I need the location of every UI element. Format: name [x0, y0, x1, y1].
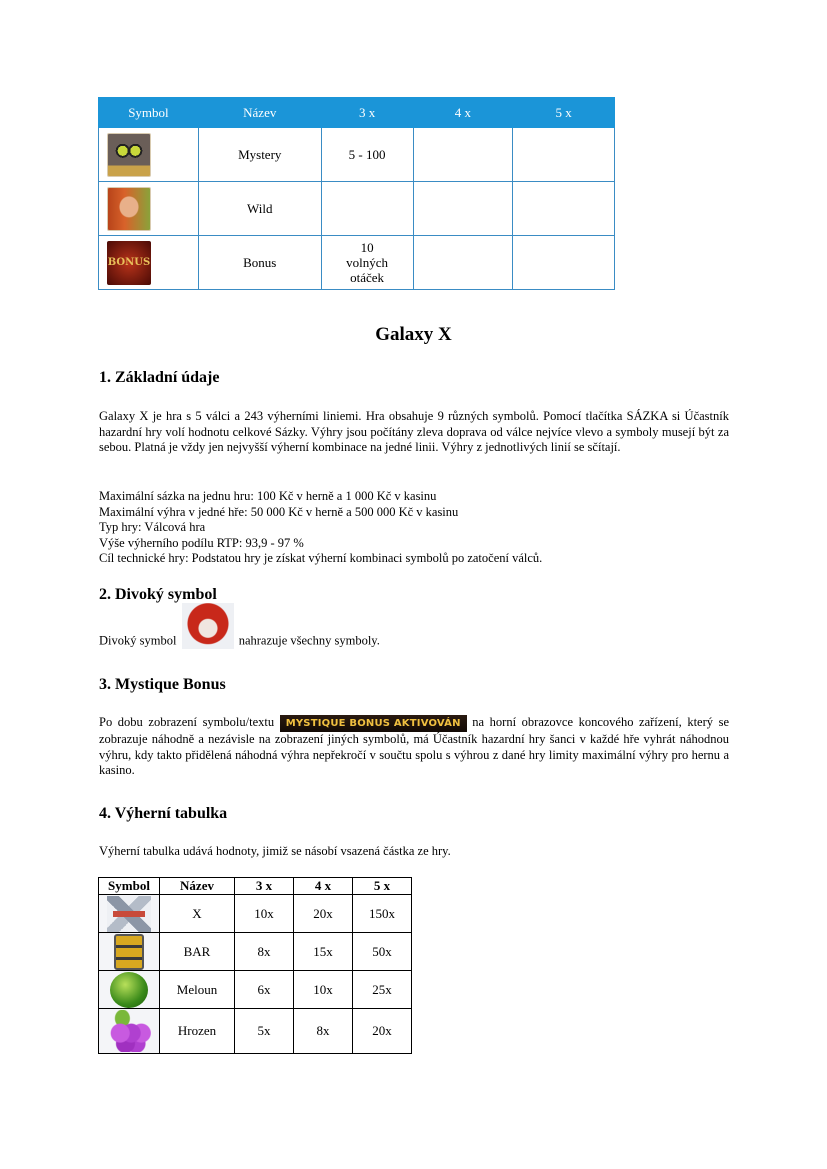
- symbol-cell: [99, 236, 199, 290]
- wild-woman-icon: [107, 187, 151, 231]
- paytable-header-row: [99, 878, 412, 895]
- wild-text-before: Divoký symbol: [99, 633, 177, 648]
- x4-cell: [413, 128, 513, 182]
- section-heading-paytable: 4. Výherní tabulka: [99, 805, 228, 822]
- x4-cell: [413, 236, 513, 290]
- section-heading-wild: 2. Divoký symbol: [99, 586, 217, 603]
- name-cell: Mystery: [198, 128, 321, 182]
- header-4x: 4 x: [294, 878, 353, 895]
- x3-cell: 10x: [235, 895, 294, 933]
- table-row: [99, 236, 615, 290]
- header-5x: 5 x: [353, 878, 412, 895]
- header-3x: 3 x: [235, 878, 294, 895]
- x3-cell: 6x: [235, 971, 294, 1009]
- x5-cell: 50x: [353, 933, 412, 971]
- fact-goal: Cíl technické hry: Podstatou hry je získat výherní kombinaci symbolů po zatočení válců.: [99, 551, 543, 566]
- mystique-paragraph: [99, 715, 729, 779]
- wild-text-after: nahrazuje všechny symboly.: [238, 633, 380, 648]
- mystique-text-before: Po dobu zobrazení symbolu/textu: [99, 715, 275, 729]
- x4-cell: 20x: [294, 895, 353, 933]
- section-heading-mystique: 3. Mystique Bonus: [99, 676, 226, 693]
- name-cell: Meloun: [160, 971, 235, 1009]
- symbol-cell: [99, 128, 199, 182]
- x3-line: volných: [346, 255, 389, 270]
- table-row: [99, 1009, 412, 1054]
- header-symbol: Symbol: [99, 878, 160, 895]
- x3-cell: 8x: [235, 933, 294, 971]
- header-5x: 5 x: [513, 98, 615, 128]
- header-name: Název: [198, 98, 321, 128]
- name-cell: X: [160, 895, 235, 933]
- x4-cell: 15x: [294, 933, 353, 971]
- bonus-icon: BONUS: [107, 241, 151, 285]
- wild-paragraph: [99, 603, 729, 649]
- table-row: [99, 895, 412, 933]
- fact-game-type: Typ hry: Válcová hra: [99, 520, 206, 535]
- fact-rtp: Výše výherního podílu RTP: 93,9 - 97 %: [99, 535, 304, 550]
- table-row: [99, 182, 615, 236]
- name-cell: Hrozen: [160, 1009, 235, 1054]
- x4-cell: 8x: [294, 1009, 353, 1054]
- x3-line: 10: [360, 240, 374, 255]
- symbol-cell: [99, 895, 160, 933]
- basic-info-paragraph: Galaxy X je hra s 5 válci a 243 výherními liniemi. Hra obsahuje 9 různých symbolů. Pomocí tlačítka SÁZKA si Účastník hazardní hry volí hodnotu celkové Sázky. Výhry jsou počítány zleva doprava od válce nejvíce vlevo a symboly musejí být za sebou. Platná je vždy jen nejvyšší výherní kombinace na jedné linii. Výhry z jednotlivých linií se sčítají.: [99, 409, 729, 455]
- x4-cell: 10x: [294, 971, 353, 1009]
- name-cell: Wild: [198, 182, 321, 236]
- x3-cell: 5x: [235, 1009, 294, 1054]
- x3-line: otáček: [350, 270, 385, 285]
- mystique-text-after: na horní obrazovce koncového zařízení, který se zobrazuje náhodně a nezávisle na zobrazení jiných symbolů, má Účastník hazardní hry šanci v každé hře vyhrát náhodnou výhru, kdy takto přidělená náhodná výhra nepřekročí v součtu spolu s výhrou z dané hry limity maximální výhry pro hernu a kasino.: [99, 715, 730, 778]
- name-cell: Bonus: [198, 236, 321, 290]
- fact-max-bet: Maximální sázka na jednu hru: 100 Kč v herně a 1 000 Kč v kasinu: [99, 489, 437, 503]
- paytable: [98, 877, 412, 1054]
- x3-cell: [321, 236, 413, 290]
- header-4x: 4 x: [413, 98, 513, 128]
- x3-cell: [321, 182, 413, 236]
- symbol-cell: [99, 182, 199, 236]
- x5-cell: 20x: [353, 1009, 412, 1054]
- fact-max-win: Maximální výhra v jedné hře: 50 000 Kč v herně a 500 000 Kč v kasinu: [99, 504, 459, 519]
- document-title: Galaxy X: [375, 324, 452, 345]
- x5-cell: [513, 128, 615, 182]
- table-row: [99, 971, 412, 1009]
- header-3x: 3 x: [321, 98, 413, 128]
- bar-icon: [114, 934, 144, 970]
- x5-cell: 25x: [353, 971, 412, 1009]
- symbol-cell: [99, 933, 160, 971]
- basic-info-facts: [99, 489, 729, 567]
- mystique-bonus-badge: MYSTIQUE BONUS AKTIVOVÁN: [280, 715, 467, 732]
- x5-cell: [513, 236, 615, 290]
- header-name: Název: [160, 878, 235, 895]
- melon-icon: [110, 972, 148, 1008]
- galaxy-x-icon: [107, 896, 151, 932]
- name-cell: BAR: [160, 933, 235, 971]
- x4-cell: [413, 182, 513, 236]
- owl-mystery-icon: [107, 133, 151, 177]
- x5-cell: [513, 182, 615, 236]
- x3-cell: 5 - 100: [321, 128, 413, 182]
- grapes-icon: [107, 1010, 151, 1052]
- table-header-row: [99, 98, 615, 128]
- section-heading-basic-info: 1. Základní údaje: [99, 369, 220, 386]
- special-symbols-table: [98, 97, 615, 290]
- paytable-paragraph: Výherní tabulka udává hodnoty, jimiž se násobí vsazená částka ze hry.: [99, 844, 451, 858]
- table-row: [99, 933, 412, 971]
- symbol-cell: [99, 1009, 160, 1054]
- x5-cell: 150x: [353, 895, 412, 933]
- table-row: [99, 128, 615, 182]
- symbol-cell: [99, 971, 160, 1009]
- jester-wild-icon: [182, 603, 234, 649]
- header-symbol: Symbol: [99, 98, 199, 128]
